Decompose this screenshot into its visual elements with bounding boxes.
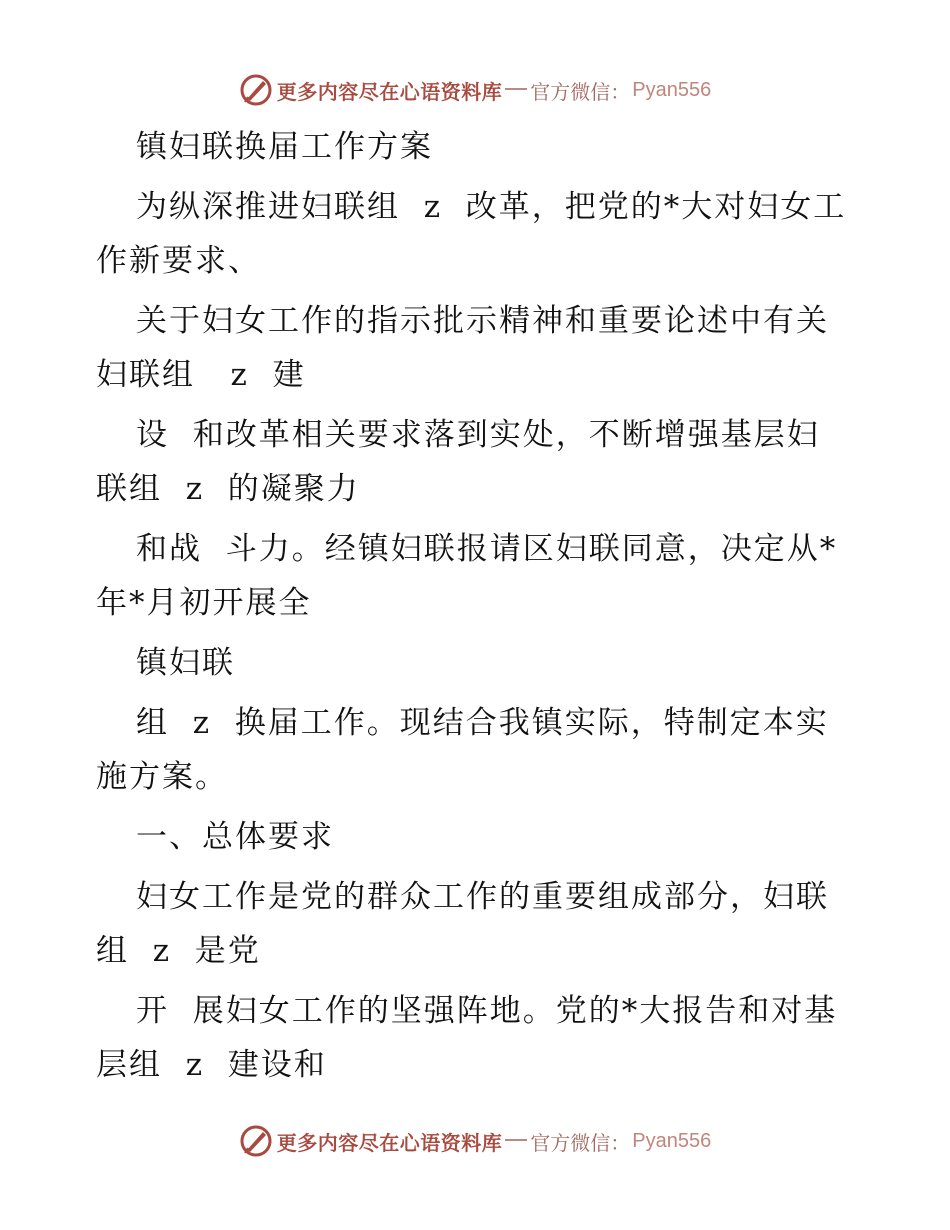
paragraph-line: 妇女工作是党的群众工作的重要组成部分，妇联 <box>136 879 829 915</box>
paragraph-line: 组 z 是党 <box>96 933 261 969</box>
paragraph-line: 年*月初开展全 <box>96 585 312 621</box>
section-heading: 一、总体要求 <box>136 819 334 855</box>
paragraph-line: 设 和改革相关要求落到实处，不断增强基层妇 <box>136 417 820 453</box>
paragraph-line: 层组 z 建设和 <box>96 1047 327 1083</box>
paragraph-line: 作新要求、 <box>96 243 261 279</box>
banner-wechat-id: Pyan556 <box>632 1129 712 1152</box>
document-body <box>96 120 856 1092</box>
paragraph-line: 镇妇联 <box>136 645 235 681</box>
paragraph-line: 组 z 换届工作。现结合我镇实际，特制定本实 <box>136 705 829 741</box>
paragraph-line: 为纵深推进妇联组 z 改革，把党的*大对妇女工 <box>136 189 847 225</box>
paragraph-line: 施方案。 <box>96 759 228 795</box>
paragraph-line: 妇联组 z 建 <box>96 357 306 393</box>
document-title: 镇妇联换届工作方案 <box>136 129 433 165</box>
quill-logo-icon <box>239 73 273 107</box>
top-banner <box>0 70 950 110</box>
paragraph-line: 联组 z 的凝聚力 <box>96 471 360 507</box>
banner-wechat-label: 官方微信： <box>530 79 631 104</box>
paragraph-line: 开 展妇女工作的坚强阵地。党的*大报告和对基 <box>136 993 838 1029</box>
quill-logo-icon <box>239 1124 273 1158</box>
banner-text: 更多内容尽在心语资料库 <box>276 1130 503 1155</box>
banner-divider <box>505 1139 527 1141</box>
bottom-banner <box>0 1121 950 1161</box>
banner-divider <box>505 88 527 90</box>
banner-wechat-label: 官方微信： <box>530 1130 631 1155</box>
banner-text: 更多内容尽在心语资料库 <box>276 79 503 104</box>
paragraph-line: 关于妇女工作的指示批示精神和重要论述中有关 <box>136 303 829 339</box>
paragraph-line: 和战 斗力。经镇妇联报请区妇联同意，决定从* <box>136 531 838 567</box>
banner-wechat-id: Pyan556 <box>632 78 712 101</box>
